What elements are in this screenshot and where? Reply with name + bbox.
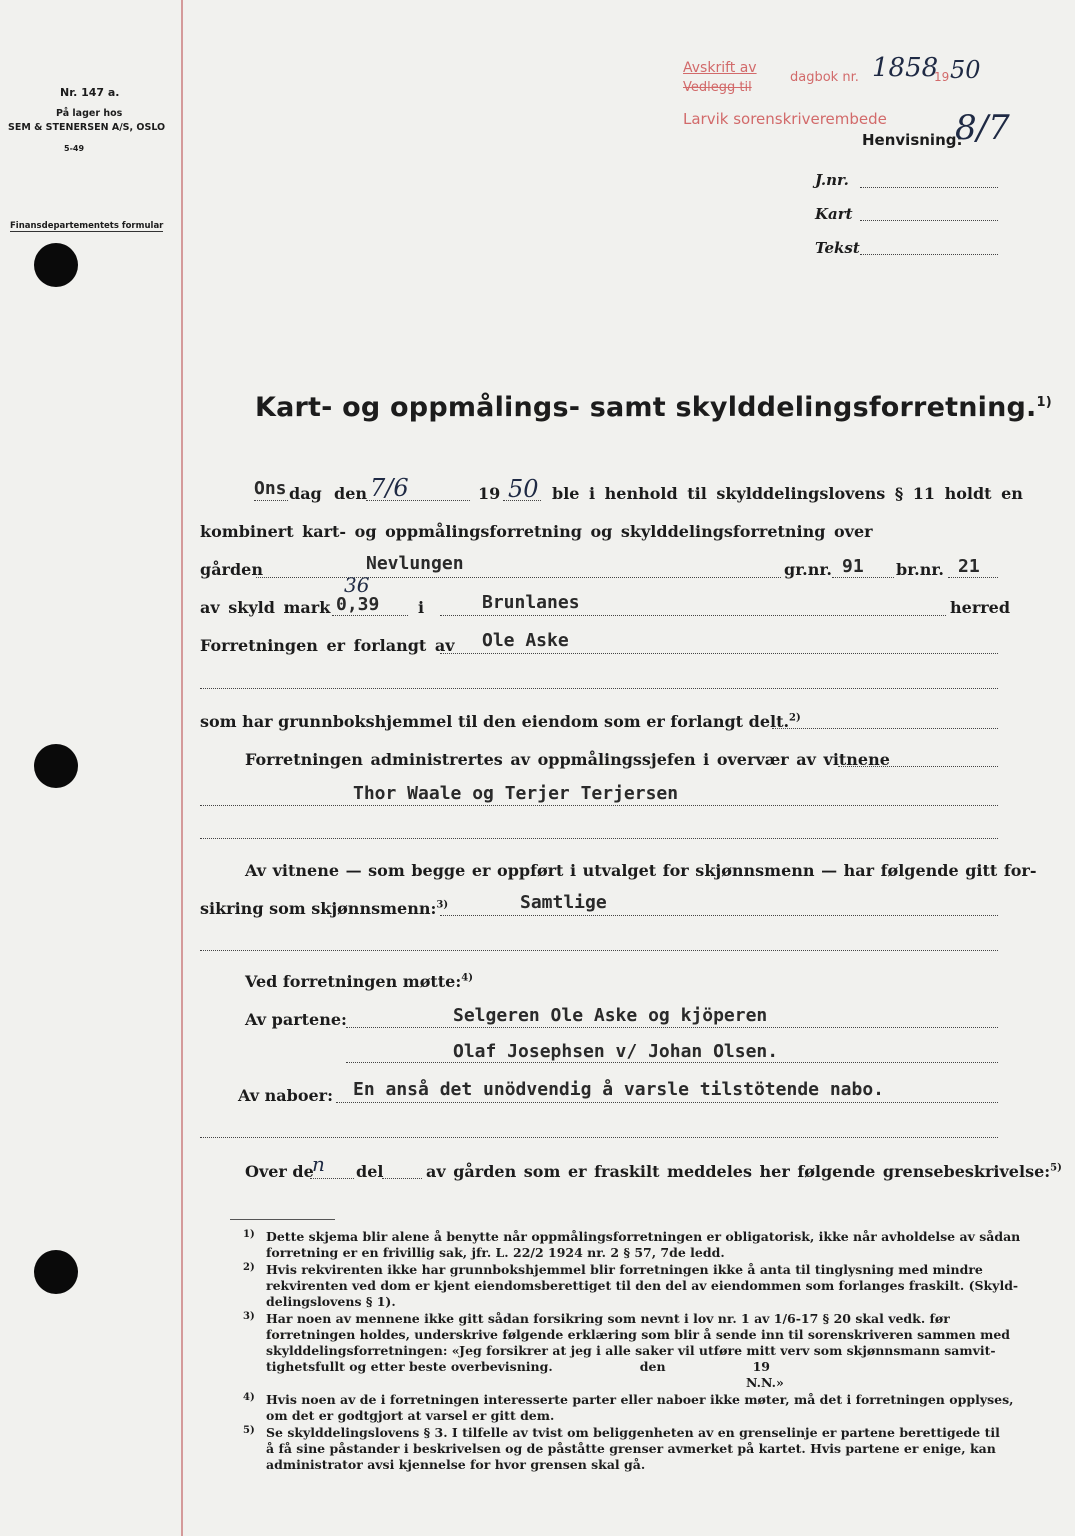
footnote-number: 1)	[243, 1229, 255, 1240]
footnote-line: Har noen av mennene ikke gitt sådan forsikring som nevnt i lov nr. 1 av 1/6-17 § 20 skal vedk. før	[266, 1311, 950, 1326]
over-label: Over de	[245, 1162, 314, 1181]
document-title	[255, 392, 1052, 423]
stock-line1: På lager hos	[56, 108, 123, 119]
herred-line	[440, 615, 946, 616]
footnote-line: Hvis rekvirenten ikke har grunnbokshjemmel blir forretningen ikke å anta til tinglysning med mindre	[266, 1262, 983, 1277]
day-line	[254, 500, 288, 501]
vitne-text2	[200, 899, 448, 918]
footnote-line: rekvirenten ved dom er kjent eiendomsberettiget til den del av eiendommen som forlanges fraskilt. (Skyld-	[266, 1278, 1019, 1293]
form-number: Nr. 147 a.	[60, 86, 120, 99]
day-suffix: dag	[289, 484, 322, 503]
henvisning-label: Henvisning:	[862, 131, 963, 149]
vitner-value: Thor Waale og Terjer Terjersen	[353, 783, 679, 804]
blank-line-2	[200, 838, 998, 839]
footnote-line: Dette skjema blir alene å benytte når oppmålingsforretningen er obligatorisk, ikke når avholdelse av sådan	[266, 1229, 1021, 1244]
kart-label: Kart	[815, 205, 853, 223]
stock-line2: SEM & STENERSEN A/S, OSLO	[8, 122, 166, 133]
year-value: 50	[508, 475, 539, 503]
vitne-sentence: sikring som skjønnsmenn:	[200, 899, 437, 918]
naboer-line	[336, 1102, 998, 1103]
mote-text	[245, 972, 473, 991]
grunnbok-text	[200, 712, 801, 731]
grnr-line	[832, 577, 894, 578]
footnote-number: 2)	[243, 1262, 255, 1273]
skyld-correction: 36	[344, 573, 370, 597]
punch-hole	[34, 1250, 78, 1294]
year-prefix: 19	[478, 484, 501, 503]
footnote-line: administrator avsi kjennelse for hvor grensen skal gå.	[266, 1457, 646, 1472]
naboer-value: En anså det unödvendig å varsle tilstötende nabo.	[353, 1079, 885, 1100]
footnote-number: 4)	[243, 1392, 255, 1403]
over-note: 5)	[1050, 1162, 1062, 1174]
stamp-year-hand: 50	[950, 56, 981, 84]
stamp-year-print: 19	[934, 70, 950, 84]
grunnbok-line	[772, 728, 998, 729]
margin-line	[181, 0, 183, 1536]
blank-line-1	[200, 688, 998, 689]
partene-value1: Selgeren Ole Aske og kjöperen	[453, 1005, 768, 1026]
grunnbok-sentence: som har grunnbokshjemmel til den eiendom som er forlangt delt.	[200, 712, 790, 731]
mote-note: 4)	[461, 972, 473, 984]
footnote-line: om det er godtgjort at varsel er gitt dem.	[266, 1408, 555, 1423]
punch-hole	[34, 243, 78, 287]
brnr-value: 21	[958, 556, 980, 577]
partene-label: Av partene:	[245, 1010, 347, 1029]
vitne-value: Samtlige	[520, 892, 607, 913]
date-line	[366, 500, 470, 501]
footnote-line: skylddelingsforretningen: «Jeg forsikrer at jeg i alle saker vil utføre mitt verv som skjønnsmann samvit-	[266, 1343, 996, 1358]
skyld-label: av skyld mark	[200, 598, 331, 617]
naboer-label: Av naboer:	[238, 1086, 334, 1105]
footnote-number: 3)	[243, 1311, 255, 1322]
vitne-note: 3)	[436, 899, 449, 911]
stamp-line1: Avskrift av	[683, 60, 757, 76]
herred-label: herred	[950, 598, 1011, 617]
title-note: 1)	[1036, 395, 1052, 410]
partene-value2: Olaf Josephsen v/ Johan Olsen.	[453, 1041, 779, 1062]
stamp-dagbok-label: dagbok nr.	[790, 70, 859, 85]
den-label: den	[334, 484, 367, 503]
forlangt-line	[440, 653, 998, 654]
punch-hole	[34, 744, 78, 788]
jnr-label: J.nr.	[815, 171, 849, 189]
skyld-line	[332, 615, 408, 616]
footnote-line: Hvis noen av de i forretningen interesserte parter eller naboer ikke møter, må det i forretningen opplyses,	[266, 1392, 1014, 1407]
vitne-line	[440, 915, 998, 916]
blank-line-3	[200, 950, 998, 951]
garden-line	[256, 577, 781, 578]
grnr-label: gr.nr.	[784, 560, 832, 579]
vitne-text1: Av vitnene — som begge er oppført i utvalget for skjønnsmenn — har følgende gitt for-	[245, 861, 1037, 880]
footnote-number: 5)	[243, 1425, 255, 1436]
footnote-line: tighetsfullt og etter beste overbevisning. den 19	[266, 1359, 770, 1374]
garden-value: Nevlungen	[366, 553, 464, 574]
date-value: 7/6	[370, 474, 409, 502]
forlangt-label: Forretningen er forlangt av	[200, 636, 455, 655]
partene-line1	[346, 1027, 998, 1028]
footnote-line: å få sine påstander i beskrivelsen og de påståtte grenser avmerket på kartet. Hvis partene er enige, kan	[266, 1441, 996, 1456]
admin-text: Forretningen administrertes av oppmålingssjefen i overvær av vitnene	[245, 750, 890, 769]
stamp-office: Larvik sorenskriverembede	[683, 110, 887, 128]
herred-value: Brunlanes	[482, 592, 580, 613]
tekst-line	[860, 254, 998, 255]
garden-label: gården	[200, 560, 263, 579]
grunnbok-note: 2)	[789, 712, 801, 724]
skyld-value: 0,39	[336, 594, 380, 615]
over-sentence: av gården som er fraskilt meddeles her følgende grensebeskrivelse:	[426, 1162, 1051, 1181]
tekst-label: Tekst	[815, 239, 860, 257]
footnote-line: N.N.»	[746, 1375, 784, 1390]
blank-line-4	[200, 1137, 998, 1138]
footnote-line: forretningen holdes, underskrive følgende erklæring som blir å sende inn til sorenskriveren sammen med	[266, 1327, 1011, 1342]
year-line	[503, 500, 541, 501]
forlangt-value: Ole Aske	[482, 630, 569, 651]
brnr-label: br.nr.	[896, 560, 944, 579]
over-line	[310, 1178, 354, 1179]
footnote-line: forretning er en frivillig sak, jfr. L. 22/2 1924 nr. 2 § 57, 7de ledd.	[266, 1245, 725, 1260]
footnote-line: delingslovens § 1).	[266, 1294, 396, 1309]
stamp-line1-alt: Vedlegg til	[683, 80, 752, 95]
form-owner: Finansdepartementets formular	[10, 221, 164, 231]
kart-line	[860, 220, 998, 221]
partene-line2	[346, 1062, 998, 1063]
del-line	[382, 1178, 422, 1179]
dagbok-number: 1858	[872, 53, 939, 83]
over-rest	[426, 1162, 1062, 1181]
brnr-line	[948, 577, 998, 578]
edition: 5-49	[64, 144, 85, 153]
del-label: del	[356, 1162, 384, 1181]
admin-line	[838, 766, 998, 767]
title-text: Kart- og oppmålings- samt skylddelingsforretning.	[255, 392, 1037, 423]
i-label: i	[418, 598, 425, 617]
day-typed: Ons	[254, 478, 287, 499]
grnr-value: 91	[842, 556, 864, 577]
mote-label: Ved forretningen møtte:	[245, 972, 462, 991]
henvisning-value: 8/7	[955, 108, 1010, 148]
footnote-separator	[230, 1219, 335, 1220]
line2-text: kombinert kart- og oppmålingsforretning og skylddelingsforretning over	[200, 522, 873, 541]
vitner-line	[200, 805, 998, 806]
line1-rest: ble i henhold til skylddelingslovens § 11 holdt en	[552, 484, 1023, 503]
over-value: n	[312, 1152, 325, 1176]
jnr-line	[860, 187, 998, 188]
footnote-line: Se skylddelingslovens § 3. I tilfelle av tvist om beliggenheten av en grenselinje er partene berettigede til	[266, 1425, 1000, 1440]
